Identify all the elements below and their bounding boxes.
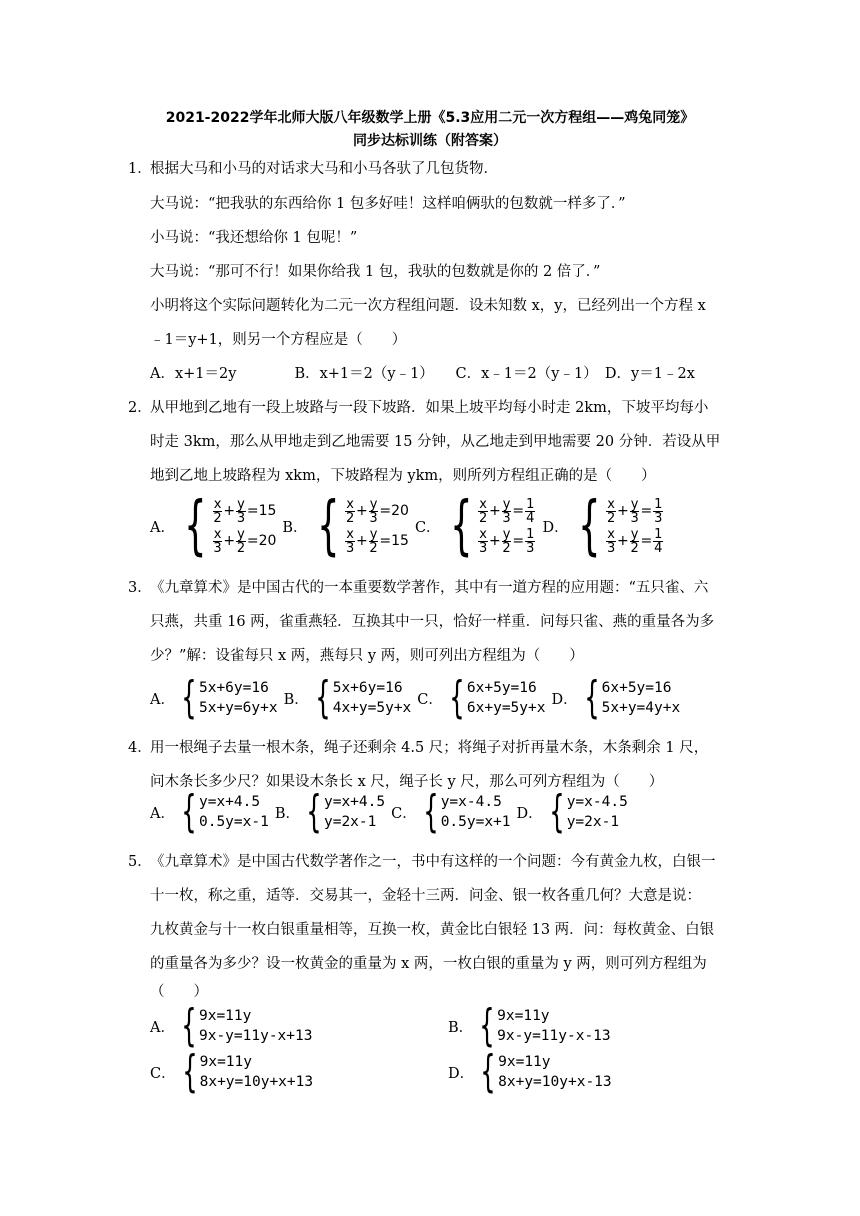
q5-option-b [448, 1000, 611, 1051]
doc-title-line1: 2021-2022学年北师大版八年级数学上册《5.3应用二元一次方程组——鸡兔同笼》 [165, 110, 695, 126]
equation: 5x+6y=16 [198, 680, 269, 696]
q2-system-c [445, 489, 537, 563]
q4-label-d: D． [516, 805, 543, 822]
q1-dialog-4: 小明将这个实际问题转化为二元一次方程组问题．设未知数 x，y，已经列出一个方程 x [150, 298, 706, 314]
brace-icon: { [315, 672, 331, 723]
equation: $\frac{x}{2}$ + $\frac{y}{3}$ = $\frac{1}{3}$ [607, 496, 663, 526]
equation: y=x+4.5 [198, 794, 261, 810]
equation: 5x+y=4y+x [601, 700, 681, 716]
q2-label-b: B． [282, 519, 308, 536]
brace-icon: { [480, 1046, 496, 1097]
q5-option-d [448, 1046, 612, 1097]
q3-line-1: 《九章算术》是中国古代的一本重要数学著作，其中有一道方程的应用题：“五只雀、六 [150, 580, 709, 596]
q5-label-a: A． [150, 1019, 175, 1036]
q3-option-b [283, 672, 412, 723]
equation: y=x-4.5 [566, 794, 628, 810]
q2-system-b [312, 489, 409, 563]
q4-option-a [150, 786, 269, 837]
q3-line-3: 少？”解：设雀每只 x 两，燕每只 y 两，则可列出方程组为（ ） [150, 648, 584, 664]
q5-option-a [150, 1000, 313, 1051]
q1-dialog-5: ﹣1＝y+1，则另一个方程应是（ ） [150, 332, 407, 348]
q5-line-5: （ ） [150, 984, 208, 1000]
brace-icon: { [181, 672, 197, 723]
equation: $\frac{x}{3}$ + $\frac{y}{2}$ = $\frac{1}{4}$ [607, 526, 663, 556]
q3-label-a: A． [150, 691, 175, 708]
equation: 5x+6y=16 [332, 680, 403, 696]
doc-title-line2: 同步达标训练（附答案） [353, 133, 507, 149]
equation: y=2x-1 [566, 814, 620, 830]
q1-dialog-3: 大马说：“那可不行！如果你给我 1 包，我驮的包数就是你的 2 倍了．” [150, 264, 601, 280]
q4-option-b [274, 786, 386, 837]
q4-option-c [391, 786, 511, 837]
q2-system-a [179, 489, 277, 563]
q3-label-b: B． [283, 691, 309, 708]
q5-number: 5． [128, 854, 152, 870]
equation: y=x+4.5 [323, 794, 386, 810]
equation: $\frac{x}{2}$ + $\frac{y}{3}$ = $\frac{1}{4}$ [478, 496, 535, 526]
q2-line-3: 地到乙地上坡路程为 xkm，下坡路程为 ykm，则所列方程组正确的是（ ） [150, 468, 656, 484]
q4-options [150, 786, 634, 837]
q3-line-2: 只燕，共重 16 两，雀重燕轻．互换其中一只，恰好一样重．问每只雀、燕的重量各为多 [150, 614, 715, 630]
equation: 6x+y=5y+x [466, 700, 546, 716]
q3-label-c: C． [417, 691, 443, 708]
q1-text: 根据大马和小马的对话求大马和小马各驮了几包货物． [150, 161, 498, 177]
equation: y=x-4.5 [440, 794, 502, 810]
q2-option-c [414, 489, 536, 563]
q3-number: 3． [128, 580, 152, 596]
q2-line-2: 时走 3km，那么从甲地走到乙地需要 15 分钟，从乙地走到甲地需要 20 分钟．若设从甲 [150, 434, 721, 450]
brace-icon: { [306, 786, 322, 837]
equation: 9x-y=11y-x-13 [497, 1028, 611, 1044]
q4-option-d [516, 786, 628, 837]
equation: $\frac{x}{2}$ + $\frac{y}{3}$ =20 [345, 496, 409, 526]
q1-dialog-1: 大马说：“把我驮的东西给你 1 包多好哇！这样咱俩驮的包数就一样多了．” [150, 196, 626, 212]
equation: 0.5y=x-1 [198, 814, 269, 830]
equation: 8x+y=10y+x+13 [199, 1074, 314, 1090]
equation: 9x=11y [198, 1008, 252, 1024]
equation: 4x+y=5y+x [332, 700, 412, 716]
equation: 9x=11y [199, 1054, 252, 1070]
equation: $\frac{x}{2}$ + $\frac{y}{3}$ =15 [213, 496, 277, 526]
q1-dialog-2: 小马说：“我还想给你 1 包呢！” [150, 230, 358, 246]
brace-icon: { [449, 672, 465, 723]
q5-label-c: C． [150, 1065, 176, 1082]
equation: 8x+y=10y+x-13 [498, 1074, 612, 1090]
equation: $\frac{x}{3}$ + $\frac{y}{2}$ = $\frac{1}{3}$ [478, 526, 535, 556]
brace-icon: { [181, 786, 197, 837]
brace-icon: { [181, 1046, 198, 1097]
equation: 0.5y=x+1 [440, 814, 511, 830]
q5-label-d: D． [448, 1065, 475, 1082]
brace-icon: { [548, 786, 565, 837]
q2-line-1: 从甲地到乙地有一段上坡路与一段下坡路．如果上坡平均每小时走 2km，下坡平均每小 [150, 400, 709, 416]
brace-icon: { [316, 489, 340, 563]
q4-label-b: B． [274, 805, 300, 822]
q2-number: 2． [128, 400, 152, 416]
q5-line-2: 十一枚，称之重，适等．交易其一，金轻十三两．问金、银一枚各重几何？大意是说： [150, 888, 701, 904]
equation: $\frac{x}{3}$ + $\frac{y}{2}$ =20 [213, 526, 277, 556]
q2-label-c: C． [414, 519, 441, 536]
equation: 9x-y=11y-x+13 [198, 1028, 313, 1044]
equation: 6x+5y=16 [601, 680, 672, 696]
equation: 9x=11y [498, 1054, 551, 1070]
brace-icon: { [479, 1000, 495, 1051]
q4-line-2: 问木条长多少尺？如果设木条长 x 尺，绳子长 y 尺，那么可列方程组为（ ） [150, 774, 664, 790]
q3-option-d [551, 672, 681, 723]
q3-options [150, 672, 686, 723]
q5-line-3: 九枚黄金与十一枚白银重量相等，互换一枚，黄金比白银轻 13 两．问：每枚黄金、白银 [150, 922, 715, 938]
q2-label-a: A． [150, 519, 175, 536]
q2-option-d [542, 489, 664, 563]
q2-option-a [150, 489, 277, 563]
q2-options [150, 488, 670, 564]
q2-system-d [573, 489, 665, 563]
q4-line-1: 用一根绳子去量一根木条，绳子还剩余 4.5 尺；将绳子对折再量木条，木条剩余 1 尺， [150, 740, 709, 756]
q2-option-b [282, 489, 409, 563]
brace-icon: { [449, 489, 473, 563]
q5-line-4: 的重量各为多少？设一枚黄金的重量为 x 两，一枚白银的重量为 y 两，则可列方程组为 [150, 956, 707, 972]
q5-label-b: B． [448, 1019, 474, 1036]
equation: 9x=11y [497, 1008, 550, 1024]
q3-label-d: D． [551, 691, 578, 708]
q1-options: A．x+1＝2y B．x+1＝2（y﹣1） C．x﹣1＝2（y﹣1） D．y＝1﹣2x [150, 366, 695, 382]
equation: y=2x-1 [323, 814, 377, 830]
equation: 5x+y=6y+x [198, 700, 278, 716]
equation: $\frac{x}{3}$ + $\frac{y}{2}$ =15 [345, 526, 409, 556]
brace-icon: { [423, 786, 439, 837]
q4-label-a: A． [150, 805, 175, 822]
q4-label-c: C． [391, 805, 417, 822]
equation: 6x+5y=16 [466, 680, 537, 696]
q5-line-1: 《九章算术》是中国古代数学著作之一，书中有这样的一个问题：今有黄金九枚，白银一 [150, 854, 716, 870]
q4-number: 4． [128, 740, 152, 756]
q3-option-a [150, 672, 278, 723]
brace-icon: { [184, 489, 207, 563]
q3-option-c [417, 672, 546, 723]
q1-number: 1． [128, 161, 152, 177]
q2-label-d: D． [542, 519, 569, 536]
q5-option-c [150, 1046, 314, 1097]
brace-icon: { [181, 1000, 197, 1051]
brace-icon: { [577, 489, 601, 563]
brace-icon: { [583, 672, 600, 723]
